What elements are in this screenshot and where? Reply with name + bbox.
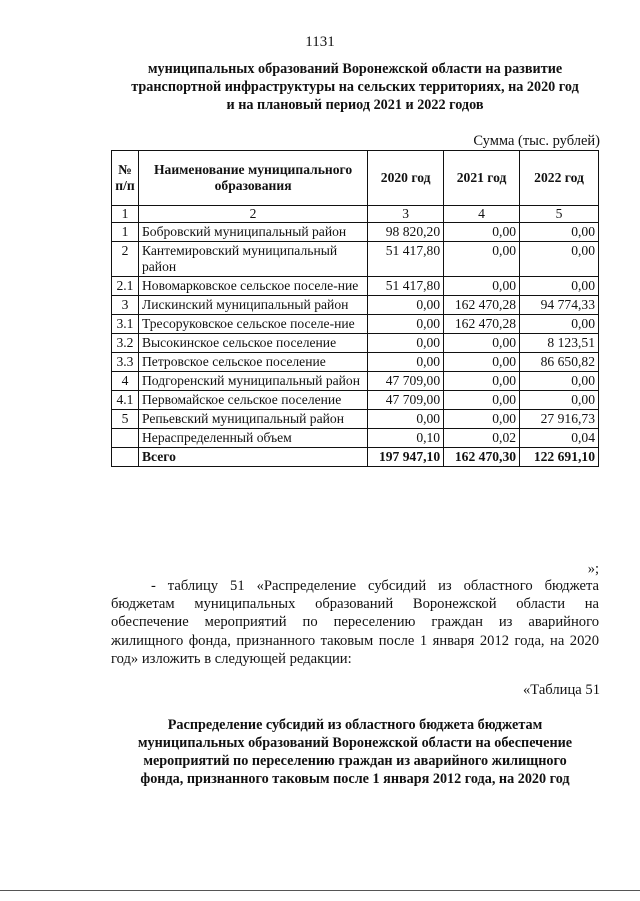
value-2021: 0,00 xyxy=(444,277,520,296)
value-2020: 0,00 xyxy=(368,296,444,315)
heading-line: мероприятий по переселению граждан из аварийного жилищного xyxy=(143,753,567,769)
table-row xyxy=(112,223,599,242)
column-number: 4 xyxy=(444,206,520,223)
row-name: Бобровский муниципальный район xyxy=(138,223,367,242)
value-2021: 0,00 xyxy=(444,223,520,242)
table-row xyxy=(112,242,599,277)
total-row xyxy=(112,448,599,467)
value-2021: 162 470,28 xyxy=(444,315,520,334)
row-number: 2 xyxy=(112,242,139,277)
heading-line: фонда, признанного таковым после 1 января 2012 года, на 2020 год xyxy=(140,771,570,787)
row-name: Кантемировский муниципальный район xyxy=(138,242,367,277)
row-name: Новомарковское сельское поселе-ние xyxy=(138,277,367,296)
value-2020: 47 709,00 xyxy=(368,391,444,410)
column-number: 5 xyxy=(520,206,599,223)
value-2022: 0,00 xyxy=(520,277,599,296)
row-name: Высокинское сельское поселение xyxy=(138,334,367,353)
total-label: Всего xyxy=(138,448,367,467)
heading-line: Распределение субсидий из областного бюджета бюджетам xyxy=(167,717,543,733)
amount-unit-note: Сумма (тыс. рублей) xyxy=(473,133,600,149)
section-heading xyxy=(100,60,610,114)
table-row xyxy=(112,296,599,315)
column-number-row xyxy=(112,206,599,223)
value-2020: 47 709,00 xyxy=(368,372,444,391)
table-label: «Таблица 51 xyxy=(522,682,600,698)
table-51-heading xyxy=(100,716,610,788)
header-2021: 2021 год xyxy=(444,151,520,206)
total-2020: 197 947,10 xyxy=(368,448,444,467)
value-2020: 0,00 xyxy=(368,410,444,429)
total-number xyxy=(112,448,139,467)
value-2021: 0,00 xyxy=(444,410,520,429)
value-2021: 0,00 xyxy=(444,391,520,410)
table-row xyxy=(112,315,599,334)
value-2020: 0,00 xyxy=(368,315,444,334)
value-2022: 0,04 xyxy=(520,429,599,448)
row-name: Тресоруковское сельское поселе-ние xyxy=(138,315,367,334)
table-row xyxy=(112,334,599,353)
amendment-paragraph: - таблицу 51 «Распределение субсидий из областного бюджета бюджетам муниципальных образований Воронежской области на обеспечение мероприятий по переселению граждан из аварийного жилищного фонда, признанного таковым после 1 января 2012 года, на 2020 год» изложить в следующей редакции: xyxy=(111,578,599,667)
value-2022: 0,00 xyxy=(520,372,599,391)
header-number: № п/п xyxy=(112,151,139,206)
table-row xyxy=(112,372,599,391)
heading-line: муниципальных образований Воронежской области на обеспечение xyxy=(137,735,573,751)
heading-line: муниципальных образований Воронежской области на развитие xyxy=(147,61,563,77)
value-2022: 94 774,33 xyxy=(520,296,599,315)
table-header-row xyxy=(112,151,599,206)
value-2021: 0,02 xyxy=(444,429,520,448)
subsidy-table xyxy=(111,150,599,467)
row-name: Подгоренский муниципальный район xyxy=(138,372,367,391)
value-2021: 0,00 xyxy=(444,353,520,372)
value-2020: 51 417,80 xyxy=(368,277,444,296)
page-bottom-rule xyxy=(0,890,640,891)
heading-line: и на плановый период 2021 и 2022 годов xyxy=(226,97,484,113)
row-number: 3.3 xyxy=(112,353,139,372)
row-name: Петровское сельское поселение xyxy=(138,353,367,372)
heading-line: транспортной инфраструктуры на сельских территориях, на 2020 год xyxy=(131,79,579,95)
value-2020: 0,00 xyxy=(368,334,444,353)
value-2022: 86 650,82 xyxy=(520,353,599,372)
table-row xyxy=(112,391,599,410)
row-number xyxy=(112,429,139,448)
row-name: Лискинский муниципальный район xyxy=(138,296,367,315)
table-row xyxy=(112,277,599,296)
value-2020: 0,00 xyxy=(368,353,444,372)
value-2020: 0,10 xyxy=(368,429,444,448)
value-2022: 0,00 xyxy=(520,391,599,410)
total-2022: 122 691,10 xyxy=(520,448,599,467)
column-number: 3 xyxy=(368,206,444,223)
row-name: Первомайское сельское поселение xyxy=(138,391,367,410)
row-number: 3 xyxy=(112,296,139,315)
value-2022: 0,00 xyxy=(520,315,599,334)
value-2022: 0,00 xyxy=(520,223,599,242)
column-number: 2 xyxy=(138,206,367,223)
header-name: Наименование муниципального образования xyxy=(138,151,367,206)
value-2021: 0,00 xyxy=(444,334,520,353)
value-2021: 162 470,28 xyxy=(444,296,520,315)
row-number: 1 xyxy=(112,223,139,242)
row-name: Нераспределенный объем xyxy=(138,429,367,448)
table-row xyxy=(112,410,599,429)
value-2022: 8 123,51 xyxy=(520,334,599,353)
row-number: 2.1 xyxy=(112,277,139,296)
value-2021: 0,00 xyxy=(444,372,520,391)
row-number: 3.1 xyxy=(112,315,139,334)
column-number: 1 xyxy=(112,206,139,223)
table-row xyxy=(112,429,599,448)
page-number: 1131 xyxy=(305,34,335,50)
total-2021: 162 470,30 xyxy=(444,448,520,467)
row-number: 5 xyxy=(112,410,139,429)
value-2022: 0,00 xyxy=(520,242,599,277)
header-2022: 2022 год xyxy=(520,151,599,206)
row-number: 3.2 xyxy=(112,334,139,353)
row-name: Репьевский муниципальный район xyxy=(138,410,367,429)
value-2022: 27 916,73 xyxy=(520,410,599,429)
closing-quote: »; xyxy=(587,561,599,577)
value-2020: 51 417,80 xyxy=(368,242,444,277)
value-2020: 98 820,20 xyxy=(368,223,444,242)
row-number: 4 xyxy=(112,372,139,391)
table-row xyxy=(112,353,599,372)
header-2020: 2020 год xyxy=(368,151,444,206)
row-number: 4.1 xyxy=(112,391,139,410)
value-2021: 0,00 xyxy=(444,242,520,277)
